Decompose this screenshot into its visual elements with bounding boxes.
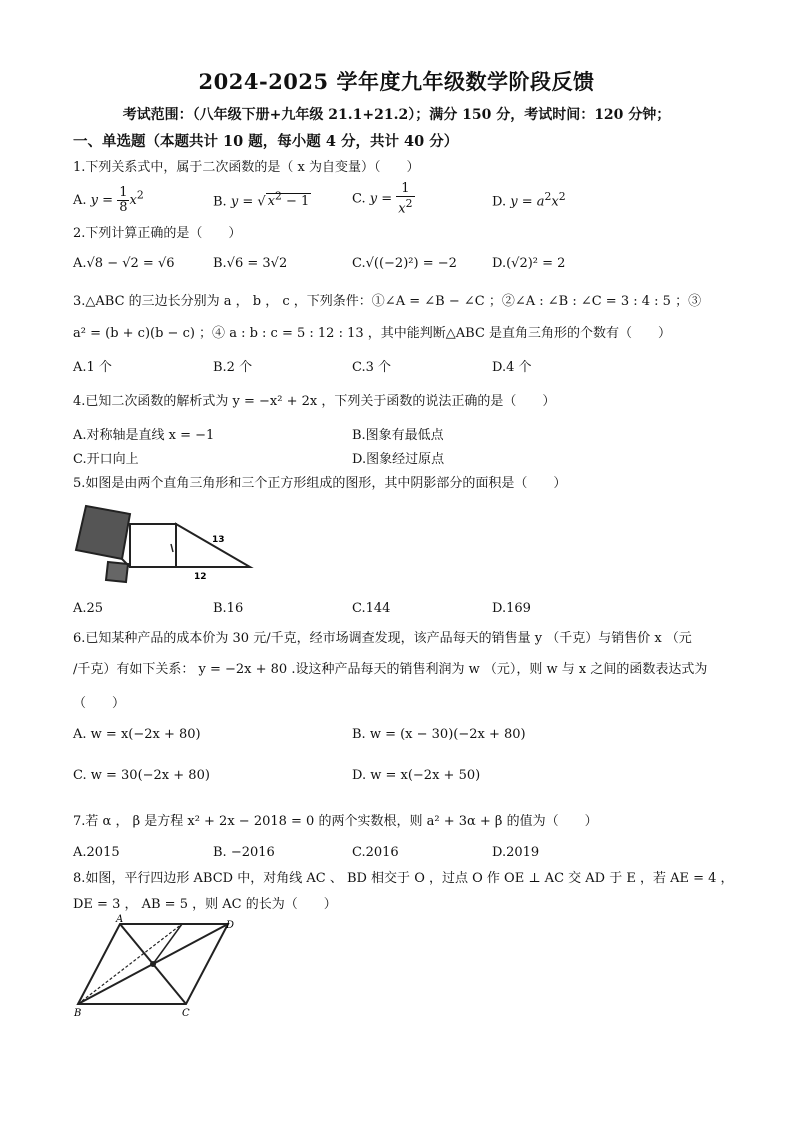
- exam-scope: 考试范围：（八年级下册+九年级 21.1+21.2）；满分 150 分，考试时间：120 分钟；: [122, 107, 671, 123]
- page-title: 2024-2025 学年度九年级数学阶段反馈: [198, 69, 595, 94]
- q1-option-b: B. y = √ $x^2 - 1$: [213, 190, 310, 210]
- q1-option-d: D. $y = a^2x^2$: [492, 190, 566, 210]
- q5-label-12: 12: [194, 572, 207, 582]
- q5-option-b: B.16: [213, 601, 244, 616]
- q2-stem: 2.下列计算正确的是（ ）: [73, 226, 242, 241]
- q6-option-d: D. w = x(−2x + 50): [352, 768, 481, 783]
- q6-line-1: 6.已知某种产品的成本价为 30 元/千克，经市场调查发现，该产品每天的销售量 y （千克）与销售价 x （元: [73, 631, 692, 646]
- q3-option-a: A.1 个: [73, 360, 112, 375]
- q2-option-c: C.√((−2)²) = −2: [352, 256, 457, 271]
- q8-point-o: [150, 961, 156, 967]
- q5-middle-square: [130, 524, 176, 567]
- q8-line-2: DE = 3 ， AB = 5 ，则 AC 的长为（ ）: [73, 897, 337, 912]
- q1-stem: 1.下列关系式中，属于二次函数的是（ x 为自变量）（ ）: [73, 160, 420, 175]
- q1-option-d-label: D.: [492, 194, 507, 210]
- q5-option-d: D.169: [492, 601, 531, 616]
- q7-stem: 7.若 α ， β 是方程 x² + 2x − 2018 = 0 的两个实数根，则 a² + 3α + β 的值为（ ）: [73, 814, 598, 829]
- q8-label-d: D: [226, 920, 235, 931]
- q5-right-triangle: [176, 524, 250, 567]
- q5-shaded-square-large: [76, 506, 130, 559]
- q6-line-2: /千克）有如下关系： y = −2x + 80 .设这种产品每天的销售利润为 w （元），则 w 与 x 之间的函数表达式为: [73, 662, 708, 677]
- q4-option-d: D.图象经过原点: [352, 452, 445, 467]
- q4-option-a: A.对称轴是直线 x = −1: [73, 428, 215, 443]
- q8-figure: [70, 914, 240, 1018]
- q6-option-a: A. w = x(−2x + 80): [73, 727, 201, 742]
- q8-label-a: A: [116, 914, 124, 925]
- q3-line-1: 3.△ABC 的三边长分别为 a ， b ， c ，下列条件：①∠A = ∠B − ∠C ；②∠A : ∠B : ∠C = 3 : 4 : 5 ；③: [73, 294, 702, 309]
- q4-option-c: C.开口向上: [73, 452, 139, 467]
- q7-option-a: A.2015: [73, 845, 120, 860]
- q7-option-d: D.2019: [492, 845, 540, 860]
- q5-stem: 5.如图是由两个直角三角形和三个正方形组成的图形，其中阴影部分的面积是（ ）: [73, 476, 567, 491]
- q7-option-c: C.2016: [352, 845, 399, 860]
- q1-option-c-label: C.: [352, 191, 366, 207]
- q1-option-a: A. y = $\frac{1}{8}$ $x^2$: [73, 185, 144, 215]
- q6-option-c: C. w = 30(−2x + 80): [73, 768, 210, 783]
- q4-stem: 4.已知二次函数的解析式为 y = −x² + 2x ，下列关于函数的说法正确的是（ ）: [73, 394, 556, 409]
- q6-option-b: B. w = (x − 30)(−2x + 80): [352, 727, 526, 742]
- q8-line-1: 8.如图，平行四边形 ABCD 中，对角线 AC 、 BD 相交于 O ，过点 O 作 OE ⊥ AC 交 AD 于 E ，若 AE = 4 ，: [73, 871, 734, 886]
- q5-label-13: 13: [212, 535, 225, 545]
- q1-option-c: C. y = $\frac{1}{x^2}$: [352, 181, 413, 217]
- q2-option-b: B.√6 = 3√2: [213, 256, 288, 271]
- q3-option-c: C.3 个: [352, 360, 392, 375]
- q2-option-a: A.√8 − √2 = √6: [73, 256, 175, 271]
- q3-option-d: D.4 个: [492, 360, 532, 375]
- q4-option-b: B.图象有最低点: [352, 428, 444, 443]
- q8-label-b: B: [74, 1008, 82, 1018]
- q2-option-d: D.(√2)² = 2: [492, 256, 566, 271]
- q5-option-a: A.25: [73, 601, 104, 616]
- q3-option-b: B.2 个: [213, 360, 253, 375]
- q6-line-3: （ ）: [73, 696, 126, 711]
- q5-shaded-square-small: [106, 562, 128, 582]
- q1-option-a-label: A.: [73, 193, 87, 208]
- q1-option-b-label: B.: [213, 194, 227, 210]
- q7-option-b: B. −2016: [213, 845, 275, 860]
- q8-segment-oe: [153, 924, 182, 964]
- section-heading: 一、单选题（本题共计 10 题，每小题 4 分，共计 40 分）: [73, 133, 459, 150]
- q5-option-c: C.144: [352, 601, 391, 616]
- q3-line-2: a² = (b + c)(b − c) ；④ a : b : c = 5 : 12 : 13 ，其中能判断△ABC 是直角三角形的个数有（ ）: [73, 326, 672, 341]
- q8-label-c: C: [182, 1008, 190, 1018]
- q5-figure: [72, 504, 254, 586]
